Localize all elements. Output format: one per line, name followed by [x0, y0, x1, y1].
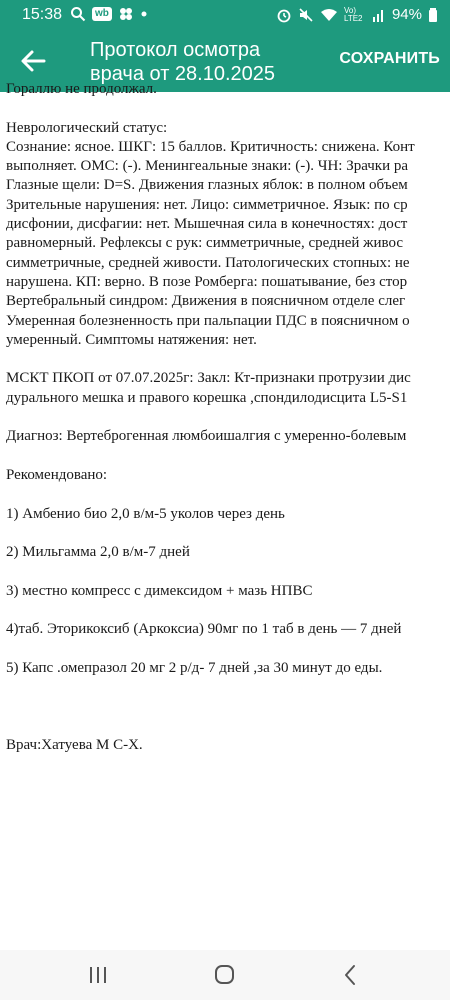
document-line: Зрительные нарушения: нет. Лицо: симметричное. Язык: по ср — [6, 196, 408, 213]
document-line: Неврологический статус: — [6, 119, 168, 136]
blank-line — [6, 640, 415, 659]
document-line: Глазные щели: D=S. Движения глазных яблок: в полном объем — [6, 177, 408, 194]
battery-icon — [428, 7, 438, 23]
arrow-left-icon — [14, 43, 52, 79]
document-line: равномерный. Рефлексы с рук: симметричные, средней живос — [6, 235, 404, 252]
notification-icons — [70, 6, 148, 22]
blank-line — [6, 717, 415, 736]
network-label: Vo) LTE2 — [343, 5, 363, 23]
wifi-icon — [320, 7, 338, 23]
blank-line — [6, 99, 415, 118]
document-line: умеренный. Симптомы натяжения: нет. — [6, 331, 257, 348]
navigation-bar — [0, 950, 450, 1000]
blank-line — [6, 601, 415, 620]
mute-icon — [298, 7, 314, 23]
save-button[interactable]: СОХРАНИТЬ — [339, 50, 440, 67]
document-line: МСКТ ПКОП от 07.07.2025г: Закл: Кт-признаки протрузии дис — [6, 370, 411, 387]
document-view[interactable] — [0, 81, 450, 950]
signal-icon — [372, 7, 386, 23]
wb-app-icon: wb — [92, 7, 112, 21]
flower-icon — [118, 6, 134, 22]
document-line: дурального мешка и правого корешка ,спондилодисцита L5-S1 — [6, 389, 408, 406]
alarm-icon — [276, 7, 292, 23]
blank-line — [6, 447, 415, 466]
document-text — [6, 80, 415, 755]
status-time: 15:38 — [22, 6, 63, 23]
status-bar — [0, 0, 450, 30]
recents-button[interactable] — [78, 962, 118, 988]
battery-level: 94% — [391, 6, 422, 23]
document-line: нарушена. КП: верно. В позе Ромберга: пошатывание, без стор — [6, 273, 408, 290]
document-line: симметричные, средней живости. Патологических стопных: не — [6, 254, 410, 271]
search-icon — [70, 6, 86, 22]
document-line: Диагноз: Вертеброгенная люмбоишалгия с умеренно-болевым — [6, 428, 407, 445]
home-button[interactable] — [204, 962, 244, 988]
page-title-line1: Протокол осмотра — [90, 39, 261, 61]
document-line: 3) местно компресс с димексидом + мазь НПВС — [6, 582, 313, 599]
document-line: Врач:Хатуева М С-Х. — [6, 737, 143, 754]
document-line: Умеренная болезненность при пальпации ПДС в поясничном о — [6, 312, 410, 329]
blank-line — [6, 678, 415, 697]
document-line: 5) Капс .омепразол 20 мг 2 р/д- 7 дней ,за 30 минут до еды. — [6, 659, 383, 676]
back-button[interactable] — [14, 43, 52, 79]
blank-line — [6, 698, 415, 717]
document-line: выполняет. ОМС: (-). Менингеальные знаки: (-). ЧН: Зрачки ра — [6, 158, 409, 175]
recents-icon — [78, 962, 118, 988]
document-line: Сознание: ясное. ШКГ: 15 баллов. Критичность: снижена. Конт — [6, 138, 415, 155]
back-nav-button[interactable] — [330, 962, 370, 988]
system-icons — [276, 6, 438, 23]
document-line: Вертебральный синдром: Движения в поясничном отделе слег — [6, 293, 406, 310]
blank-line — [6, 408, 415, 427]
blank-line — [6, 350, 415, 369]
document-line: Гораллю не продолжал. — [6, 81, 157, 97]
document-line: Рекомендовано: — [6, 466, 108, 483]
document-line: 2) Мильгамма 2,0 в/м-7 дней — [6, 544, 190, 561]
document-line: 1) Амбенио био 2,0 в/м-5 уколов через день — [6, 505, 285, 522]
blank-line — [6, 485, 415, 504]
blank-line — [6, 524, 415, 543]
document-line: дисфонии, дисфагии: нет. Мышечная сила в конечностях: дост — [6, 216, 408, 233]
document-line: 4)таб. Эторикоксиб (Аркоксиа) 90мг по 1 таб в день — 7 дней — [6, 621, 402, 638]
blank-line — [6, 562, 415, 581]
page-title-line2: врача от 28.10.2025 — [90, 63, 276, 85]
chevron-left-icon — [330, 962, 370, 988]
home-icon — [204, 962, 244, 988]
page-title — [90, 38, 320, 86]
dot-icon — [140, 6, 148, 22]
